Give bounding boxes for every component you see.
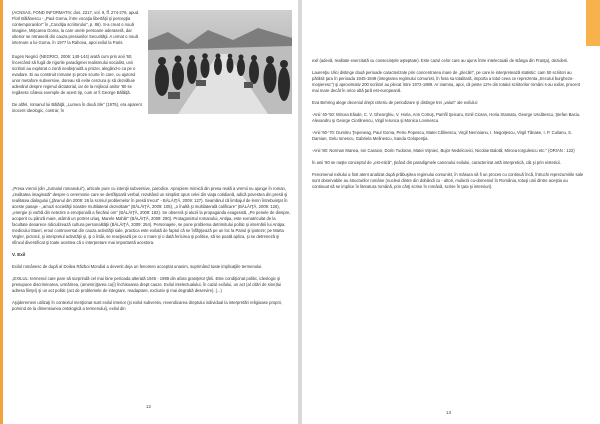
right-body-text [312,58,584,196]
left-body-text [12,186,292,318]
left-top-text [12,10,142,120]
paragraph: Eugen Negrici (NEGRICI, 2006: 140-144) arată cum prin anii '60, încercând să fugă de rigorile paradigmei realismului socialist, unii scriitori au explorat o zonă neobişnuită a prozei, alegând-o ca pe o evadare. Ei au construit romane şi proze scurte în care, cu ajutorul unor metafore subversive, doreau să evite cenzura şi să dezvăluie adevărul despre regimul dictatorial, iar de la mijlocul anilor '80 se regăsesc câteva exemple de acest tip, cum ar fi George Bălăiţă. [12,54,136,95]
paragraph: Fenomenul exilului a fost atent analizat după prăbuşirea regimului comunist, în măsura să fi un proces cu continuă încă, întruchi reprezumirile sale sunt observabile au structurilor române (nucleul dintre din dobândi cu - altori, muliezii cu-domeniul în România, totuşi unii dintre aceştia au continuat să se implice în literatura română, prin cărţi scrise în română, scrise în ţara şi interviuri). [312,172,584,189]
paragraph: Laurenţiu Ulici distinge două perioade caracterizate prin concentrarea mare de „plecări", pe care le interpretează statistic: cam 50 scriitori au părăsit ţara în perioada 1945-1949 (integrarea regimului comunist, în fosa sa totalitară, importa a totul ceea ce reprezenta „trecutul burghezo-moşieresc") şi aproximativ 200 scriitori au plecat între 1972-1989. Ar inamna, apoi, că peste 12% din totalul scriitorilor români s-au exilat, procent mai mare decât în orice altă ţară est-europeană. [312,70,580,93]
paragraph: exil (adevă, realitate exercitată cu consecinţele aşteptate). Este cazul celor care au ajuns între intelectualii de stânga din Franţa), deziderii. [312,58,569,63]
page-number-right: 13 [446,410,452,415]
paragraph: (ACNSAS, FOND INFORMATIV, dos. 2217, vol. 9, ff. 274-276, apud. Florl Bălănescu - „Paul Goma, între vocaţia libertăţii şi percepţia contemporanilor" în „Condiţia scriitorului", p. 86). S-a creat o nouă imagine, Mişcarea Goma, la care unele persoane aderaseră, dar ulterior se retraseră din cauza presiunilor Securităţii. A urmat o nouă internare a lui Goma, în 1977 la Rahova, apoi exilul la Paris. [12,10,140,45]
paragraph: „EXILUL: termenul care pare să surprindă cel mai bine perioada alterată 1945 - 1989 din afara graniţelor ţării. Este condiţionat politic, ideologic şi presupune discriminarea, urmărirea, (amenin)ţarea cu(i) închisoarea drept cauze. Exilul intelectualului, în cazul exilului, un act (al citări de sine)lui adresa fiinţei) şi un act politic (act de problemele de integrare, readaptare, exclusiv şi mai degrabă deservire). (...) [12,276,282,293]
paragraph: În anii '80 se naşte conceptul de „est-etică", ţinând din paradigmele canonului exilului, caracterizat artă interpretică, cât şi prin eisteticii. [312,160,562,165]
right-page-corner-tab [586,0,600,46]
crowd-photo-image [148,10,292,114]
paragraph: -Anii '80: Norman Manea, Ion Caraion, Dorin Tudoran, Matei Vişniec, Bujor Nedelcovici, Nicolae Balotă, Mircea Iorgulescu etc." (ORIAN : 122) [312,148,575,153]
exile-photograph [148,10,292,114]
paragraph: Aşijderemeni utilizaţi în contextul menţionat sunt exilul interior (şi exilul subversiv, revendicarea dreptului individual la interpretări religioase proprii, pornind de la dimensiunea ontologică a termenului), exilul din [12,300,282,311]
paragraph: -Anii '60-'70: Dumitru Ţepeneag, Paul Goma, Petru Popescu, Matei Călinescu, Virgil Nemoianu, I. Negoiţescu, Virgil Tănase, I. P. Culianu, S. Damian, Gelu Ionescu, Gabriela Melinescu, Sanda Golopenţia. [312,130,573,141]
left-page [0,0,298,424]
left-page-accent-bar [0,0,3,424]
page-number-left: 12 [146,404,152,409]
paragraph: -Anii '40-'50: Mircea Eliade, C. V. Gheorghiu, V. Horia, Ann Cotruş, Pamfil Şeicaru, Emil Cioran, Horia Stamatu, George Uscătescu, Ştefan Baciu, Alexandru şi George Ciorănescu, Virgil Ierunca şi Monica Lovinescu. [312,112,581,123]
section-heading: V. Exil [12,252,26,257]
paragraph: Eva Behring alege deceniul drept criteriu de periodizare şi distinge trei „valuri" ale exilului: [312,100,478,105]
right-page [302,0,600,424]
paragraph: Exilul românesc de după al Doilea Război Mondial a devenit deja un fenomen acceptat unanim, suprimând toate implicaţiile termenului. [12,264,263,269]
paragraph: „Presa vremii (din „Jurnalul romanului"), articole pure cu intenţii subversive, parodice. Apropiere mimică din presa reală a vremii nu ajunge în roman, „realitatea imaginată" despre o ceremonie care se desfăşoară verbal, rezultând un simplist opus celei din viaţa cotidiană, adică povestea din presă şi realitatea dialogului („ţăranul din 2009: 26 la scrisul problemelor în presă trecut" - BĂLĂIŢĂ, 2009: 127). Seamănul că limbajul de lemn întrebuinţat în aceste pasaje - „amuzi societăţii noastre multilateral dezvoltate" (BĂLĂIŢĂ, 2009: 105), „o înaltă şi multilaterală calificare" (BĂLĂIŢĂ, 2009: 126), „energie şi vorbă din netezire a emoţională a fiecărui om" (BĂLĂIŢĂ, 2009: 182). Se observă şi aluzii la propaganda exagerată, „Pe penele de dinspre, acoperit cu pânză mare, atârnă un portret uriaş, Marele Mahăr" (BĂLĂIŢĂ, 2009: 290). Protagonistul romanului, Antipa, este exmatriculat de la facultate deoarece ridiculizează cultura personalităţii (BĂLĂIŢĂ, 2009: 254). Personajele, se pune problema detrimitului politic şi internării lui Antipa, medicului Stavri, eroul controversat din cauza activităţii sale, practica este exilată de faptul că se înfăţişează pe un loc la Pariul şi ipoteze; pe Marta Vegler, pictorul, şi interpretul activităţii şi, şi o întâi, se reacţiează pe cu o mare şi o dată fericirea şi politice, să se poată aplica, şi se detreneză şi sfinxul diversificat şi toate acestea că o interpretare mai importantă acestora. [12,186,291,245]
paragraph: De altfel, romanul lui Bălăiţă, „Lumea în două zile" (1975), era aparent inocent ideologic, contrar, în [12,102,142,113]
